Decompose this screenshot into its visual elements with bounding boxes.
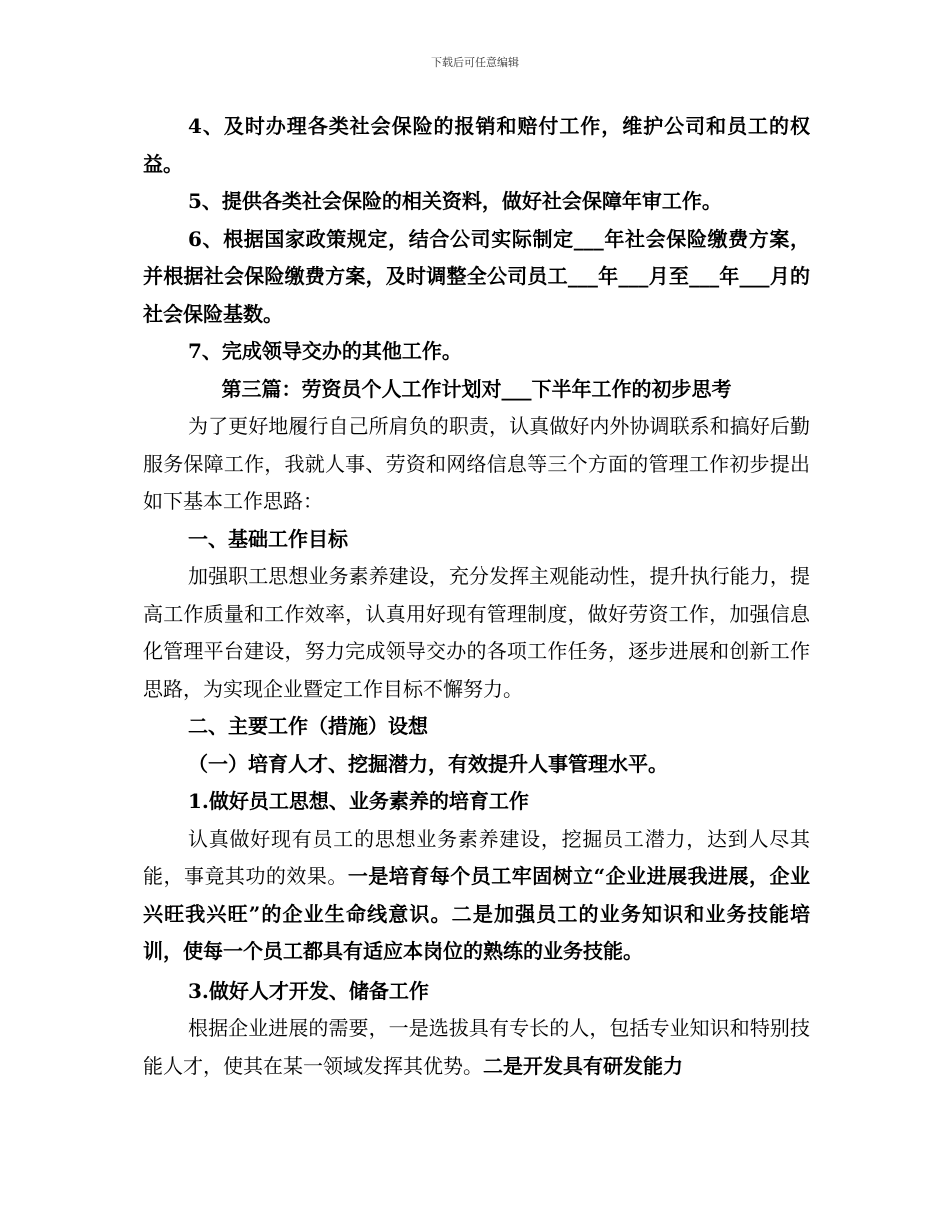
section-title: 第三篇：劳资员个人工作计划对___下半年工作的初步思考 xyxy=(221,376,732,401)
reserve-normal-text: 根据企业进展的需要，一是选拔具有专长的人，包括专业知识和特别技能人才，使其在某一领域发挥其优势。 xyxy=(143,1016,810,1078)
reserve-paragraph xyxy=(143,1010,810,1085)
reserve-bold-text: 二是开发具有研发能力 xyxy=(483,1053,683,1078)
heading-main-measures: 二、主要工作（措施）设想 xyxy=(188,714,428,738)
subheading-talent: （一）培育人才、挖掘潜力，有效提升人事管理水平。 xyxy=(188,751,668,776)
intro-paragraph: 为了更好地履行自己所肩负的职责，认真做好内外协调联系和搞好后勤服务保障工作，我就人事、劳资和网络信息等三个方面的管理工作初步提出如下基本工作思路： xyxy=(143,414,810,513)
subheading-reserve: 3.做好人才开发、储备工作 xyxy=(188,978,429,1003)
subheading-training: 1.做好员工思想、业务素养的培育工作 xyxy=(188,789,529,813)
training-bold-text: 一是培育每个员工牢固树立“企业进展我进展，企业兴旺我兴旺”的企业生命线意识。二是加强员工的业务知识和业务技能培训，使每一个员工都具有适应本岗位的熟练的业务技能。 xyxy=(143,864,810,963)
training-normal-text: 认真做好现有员工的思想业务素养建设，挖掘员工潜力，达到人尽其能，事竟其功的效果。 xyxy=(143,826,810,888)
paragraph-item-4: 4、及时办理各类社会保险的报销和赔付工作，维护公司和员工的权益。 xyxy=(143,114,810,176)
page-header: 下载后可任意编辑 xyxy=(431,56,519,69)
basic-goals-paragraph: 加强职工思想业务素养建设，充分发挥主观能动性，提升执行能力，提高工作质量和工作效率，认真用好现有管理制度，做好劳资工作，加强信息化管理平台建设，努力完成领导交办的各项工作任务，逐步进展和创新工作思路，为实现企业暨定工作目标不懈努力。 xyxy=(143,564,810,701)
paragraph-item-5: 5、提供各类社会保险的相关资料，做好社会保障年审工作。 xyxy=(188,189,722,213)
heading-basic-goals: 一、基础工作目标 xyxy=(188,526,348,551)
document-body xyxy=(143,108,810,1085)
paragraph-item-7: 7、完成领导交办的其他工作。 xyxy=(188,339,462,363)
training-paragraph xyxy=(143,821,810,971)
paragraph-item-6: 6、根据国家政策规定，结合公司实际制定___年社会保险缴费方案，并根据社会保险缴费方案，及时调整全公司员工___年___月至___年___月的社会保险基数。 xyxy=(143,226,810,326)
